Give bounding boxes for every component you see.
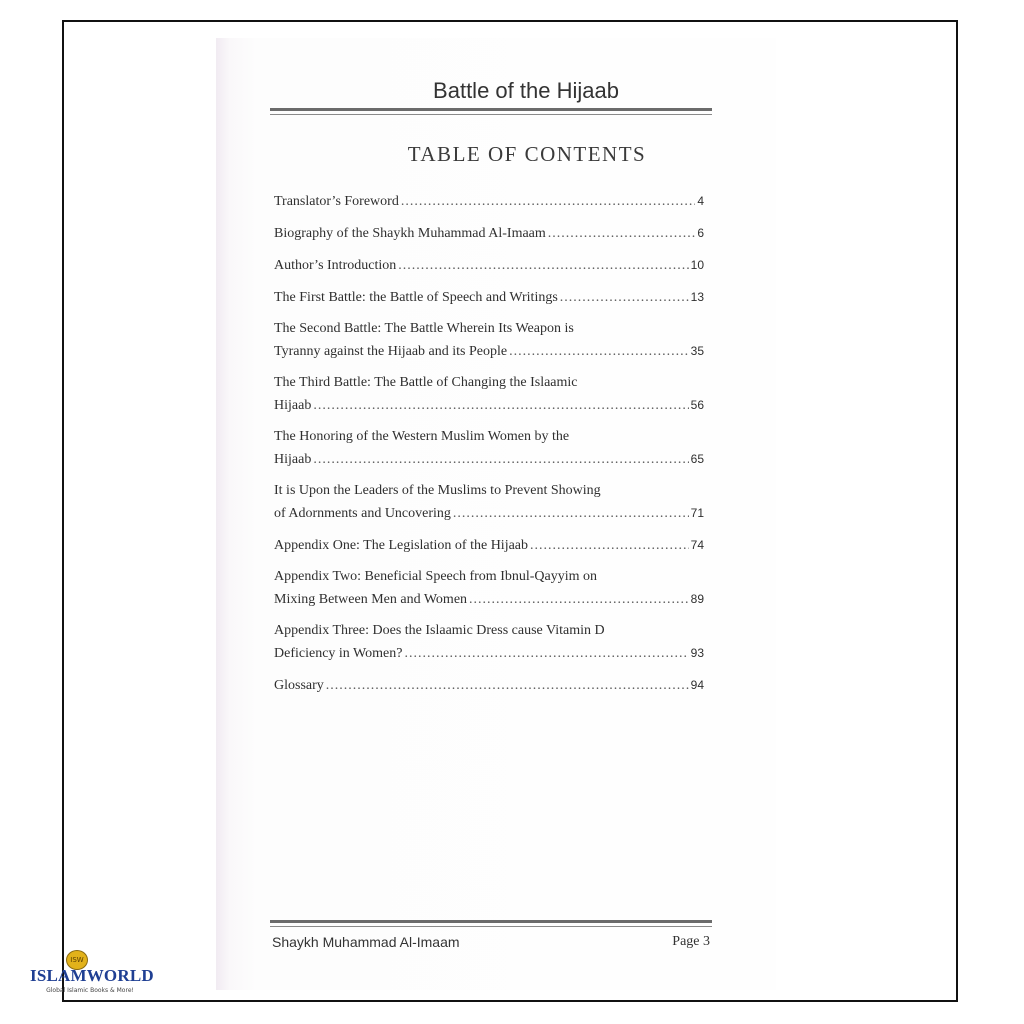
header-rule xyxy=(270,108,712,115)
dot-leader xyxy=(404,643,688,665)
dot-leader xyxy=(530,535,689,557)
toc-entry xyxy=(274,286,704,309)
toc-entry xyxy=(274,318,704,363)
toc-entry xyxy=(274,190,704,213)
toc-entry-title-line: Translator’s Foreword xyxy=(274,194,399,209)
toc-entry-page-number: 56 xyxy=(690,398,704,412)
footer-author: Shaykh Muhammad Al-Imaam xyxy=(272,934,460,950)
toc-entry-page-number: 4 xyxy=(697,194,704,208)
islamworld-logo xyxy=(30,950,154,1000)
toc-entry-line xyxy=(274,642,704,665)
toc-entry-page-number: 13 xyxy=(690,290,704,304)
footer-page-number: Page 3 xyxy=(672,934,710,949)
toc-entry-line xyxy=(274,674,704,697)
toc-entry xyxy=(274,620,704,665)
toc-entry xyxy=(274,254,704,277)
toc-entry-title-line: The Honoring of the Western Muslim Women by the xyxy=(274,429,570,444)
footer-rule xyxy=(270,920,712,927)
toc-entry-page-number: 10 xyxy=(690,258,704,272)
book-page xyxy=(216,38,776,990)
toc-entry-page-number: 74 xyxy=(690,538,704,552)
dot-leader xyxy=(313,395,688,417)
toc-entry-page-number: 71 xyxy=(690,506,704,520)
toc-entry-page-number: 89 xyxy=(690,592,704,606)
dot-leader xyxy=(401,191,695,213)
running-header-title: Battle of the Hijaab xyxy=(433,78,619,103)
dot-leader xyxy=(548,223,696,245)
dot-leader xyxy=(509,341,689,363)
toc-entry-title-line: Hijaab xyxy=(274,398,312,413)
toc-entry-page-number: 6 xyxy=(697,226,704,240)
toc-entry-title-line: The First Battle: the Battle of Speech and Writings xyxy=(274,290,558,305)
logo-wordmark: ISLAMWORLD xyxy=(30,966,154,985)
dot-leader xyxy=(469,589,689,611)
toc-entry xyxy=(274,566,704,611)
toc-heading: TABLE OF CONTENTS xyxy=(407,142,647,166)
toc-entry-title-line: Hijaab xyxy=(274,452,312,467)
toc-entry xyxy=(274,674,704,697)
toc-entry-line xyxy=(274,588,704,611)
toc-entry-title-line: It is Upon the Leaders of the Muslims to Prevent Showing xyxy=(274,483,601,498)
toc-entry xyxy=(274,372,704,417)
toc-entry-page-number: 65 xyxy=(690,452,704,466)
toc-entry-page-number: 93 xyxy=(690,646,704,660)
toc-entry-line xyxy=(274,394,704,417)
toc-entry-title-line: Mixing Between Men and Women xyxy=(274,592,468,607)
toc-entry-title-line: Biography of the Shaykh Muhammad Al-Imaam xyxy=(274,226,546,241)
toc-entry-title-line: Appendix Three: Does the Islaamic Dress cause Vitamin D xyxy=(274,623,605,638)
logo-tagline: Global Islamic Books & More! xyxy=(46,987,134,994)
toc-entry-title-line: Appendix Two: Beneficial Speech from Ibnul-Qayyim on xyxy=(274,569,598,584)
toc-entry-line xyxy=(274,534,704,557)
toc-entry-line xyxy=(274,222,704,245)
toc-entry xyxy=(274,534,704,557)
toc-entry-title-line: Deficiency in Women? xyxy=(274,646,403,661)
toc-entry-line xyxy=(274,286,704,309)
toc-entry-line xyxy=(274,502,704,525)
toc-entry-line xyxy=(274,190,704,213)
dot-leader xyxy=(453,503,689,525)
toc-entry-title-line: Tyranny against the Hijaab and its People xyxy=(274,344,508,359)
toc-entry-line xyxy=(274,448,704,471)
toc-entry-page-number: 35 xyxy=(690,344,704,358)
toc-entry-page-number: 94 xyxy=(690,678,704,692)
toc-entry-title-line: Glossary xyxy=(274,678,324,693)
toc-entry-title-line: Appendix One: The Legislation of the Hijaab xyxy=(274,538,529,553)
toc-entry-title-line: of Adornments and Uncovering xyxy=(274,506,451,521)
logo-badge-icon: ISW xyxy=(66,950,88,970)
toc-entry xyxy=(274,222,704,245)
toc-entry-line xyxy=(274,254,704,277)
dot-leader xyxy=(398,255,688,277)
toc-entry-title-line: Author’s Introduction xyxy=(274,258,397,273)
dot-leader xyxy=(560,287,689,309)
toc-entry-title-line: The Second Battle: The Battle Wherein Its Weapon is xyxy=(274,321,574,336)
toc-entry-title-line: The Third Battle: The Battle of Changing the Islaamic xyxy=(274,375,578,390)
dot-leader xyxy=(313,449,688,471)
toc-entry-line xyxy=(274,340,704,363)
toc-entry xyxy=(274,426,704,471)
toc-list xyxy=(274,190,704,706)
toc-entry xyxy=(274,480,704,525)
dot-leader xyxy=(326,675,689,697)
